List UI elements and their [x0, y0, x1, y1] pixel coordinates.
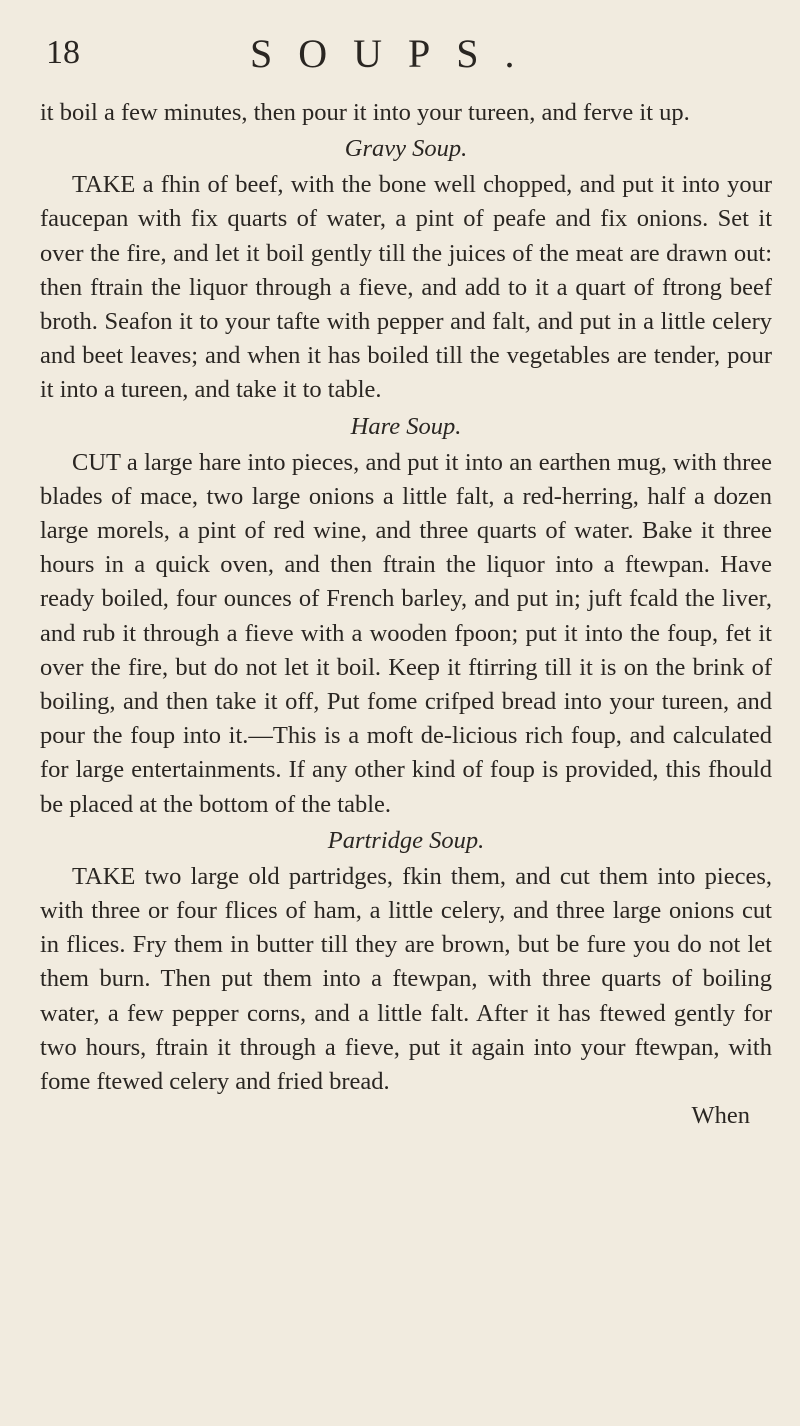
running-head: SOUPS.: [250, 31, 541, 76]
catchword: When: [691, 1102, 750, 1130]
body-text: [40, 96, 772, 1133]
hare-soup-heading: Hare Soup.: [350, 412, 462, 440]
continuation-paragraph: it boil a few minutes, then pour it into your tureen, and ferve it up.: [40, 99, 690, 126]
gravy-soup-recipe: TAKE a fhin of beef, with the bone well chopped, and put it into your faucepan with fix quarts of water, a pint of peafe and fix onions. Set it over the fire, and let it boil gently till the juices of the meat are drawn out: then ftrain the liquor through a fieve, and add to it a quart of ftrong beef broth. Seafon it to your tafte with pepper and falt, and put in a little celery and beet leaves; and when it has boiled till the vegetables are tender, pour it into a tureen, and take it to table.: [40, 171, 772, 404]
partridge-soup-recipe: TAKE two large old partridges, fkin them, and cut them into pieces, with three or four flices of ham, a little celery, and three large onions cut in flices. Fry them in butter till they are brown, but be fure you do not let them burn. Then put them into a ftewpan, with three quarts of boiling water, a few pepper corns, and a little falt. After it has ftewed gently for two hours, ftrain it through a fieve, put it again into your ftewpan, with fome ftewed celery and fried bread.: [40, 862, 772, 1096]
page-header: [40, 22, 772, 96]
gravy-soup-heading: Gravy Soup.: [344, 135, 468, 163]
page-number: 18: [46, 34, 80, 71]
hare-soup-recipe: CUT a large hare into pieces, and put it into an earthen mug, with three blades of mace, two large onions a little falt, a red-herring, half a dozen large morels, a pint of red wine, and three quarts of water. Bake it three hours in a quick oven, and then ftrain the liquor into a ftewpan. Have ready boiled, four ounces of French barley, and put in; juft fcald the liver, and rub it through a fieve with a wooden fpoon; put it into the foup, fet it over the fire, but do not let it boil. Keep it ftirring till it is on the brink of boiling, and then take it off, Put fome crifped bread into your tureen, and pour the foup into it.—This is a moft de-licious rich foup, and calculated for large entertainments. If any other kind of foup is provided, this fhould be placed at the bottom of the table.: [40, 448, 772, 818]
partridge-soup-heading: Partridge Soup.: [327, 826, 485, 854]
